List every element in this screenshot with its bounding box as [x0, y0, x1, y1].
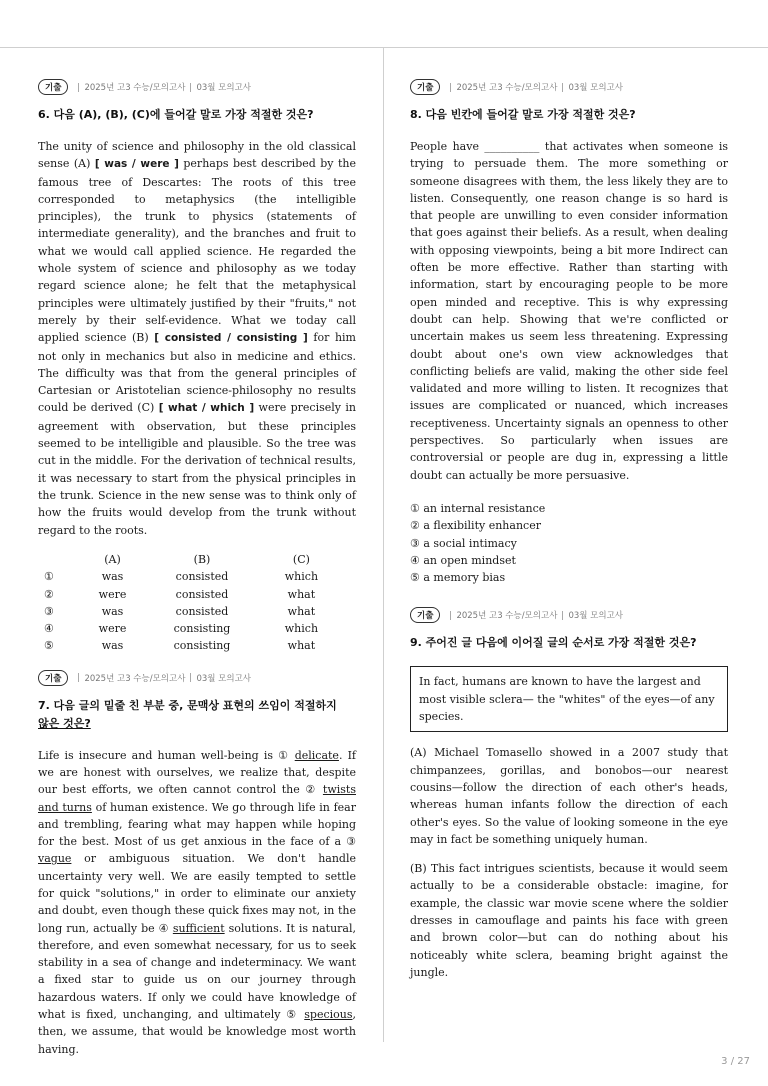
option-b: consisted — [175, 570, 229, 584]
passage-text: , then, we assume, that would be knowledge most worth having. — [38, 1008, 356, 1056]
passage-text: perhaps best described by the famous tree of Descartes: The roots of this tree corresponded to metaphysics (the intelligible principles), the trunk to physics (statements of intermediate generality), and the branches and fruit to what we would call applied science. He regarded the whole system of science and philosophy as we today regard science alone; he felt that the metaphysical principles were ultimately justified by their "fruits," not merely by their self-evidence. What we today call applied science (B) — [38, 157, 356, 345]
q7-title-line: 7. 다음 글의 밑줄 친 부분 중, 문맥상 표현의 쓰임이 적절하지 — [38, 698, 337, 712]
option-a: was — [101, 639, 124, 653]
option-a: were — [98, 587, 127, 601]
option-b: consisted — [175, 587, 229, 601]
q7-title-underlined: 않은 것은? — [38, 716, 91, 730]
passage-text: The unity of science and philosophy in the old classical sense (A) — [38, 140, 356, 171]
option-c: which — [284, 622, 319, 636]
source-month: 03월 모의고사 — [568, 83, 624, 93]
choice-item[interactable]: ② a flexibility enhancer — [410, 519, 541, 533]
answer-option-row[interactable] — [44, 585, 356, 602]
source-tag — [38, 78, 356, 96]
right-column — [410, 78, 728, 981]
passage-text: . If we are honest with ourselves, we realize that, despite our best efforts, we often cannot control the ② — [38, 748, 356, 797]
option-a: was — [101, 604, 124, 618]
underlined-1: delicate — [294, 748, 339, 762]
source-tag — [410, 78, 728, 96]
underlined-2: twists and turns — [38, 783, 356, 814]
source-exam: 2025년 고3 수능/모의고사 — [456, 83, 558, 93]
header-c: (C) — [292, 552, 310, 566]
q8-title: 8. 다음 빈칸에 들어갈 말로 가장 적절한 것은? — [410, 108, 636, 121]
source-exam: 2025년 고3 수능/모의고사 — [84, 673, 186, 684]
q9-paragraph-a: (A) Michael Tomasello showed in a 2007 study that chimpanzees, gorillas, and bonobos—our nearest cousins—follow the direction of each other's heads, whereas human infants follow the direction of each other's eyes. So the value of looking someone in the eye may in fact be something uniquely human. — [410, 746, 728, 846]
page-number: 3 / 27 — [721, 1056, 750, 1067]
passage-text: were precisely in agreement with observation, but these principles seemed to be intelligible and plausible. So the tree was cut in the middle. For the derivation of technical results, it was necessary to start from the physical principles in the trunk. Science in the new sense was to think only of how the fruits would develop from the trunk without regard to the roots. — [38, 401, 357, 537]
passage-text: or ambiguous situation. We don't handle uncertainty very well. We are easily tempted to settle for quick "solutions," in order to eliminate our anxiety and doubt, even though these quick fixes may not, in the long run, actually be ④ — [38, 852, 356, 935]
option-number: ⑤ — [44, 639, 54, 653]
source-exam: 2025년 고3 수능/모의고사 — [84, 83, 186, 93]
source-badge: 기출 — [410, 79, 440, 95]
source-month: 03월 모의고사 — [196, 673, 252, 684]
header-b: (B) — [193, 552, 211, 566]
source-month: 03월 모의고사 — [568, 611, 624, 622]
tag-separator — [78, 673, 79, 682]
underlined-5: specious — [304, 1008, 353, 1022]
option-a: were — [98, 622, 127, 636]
source-exam: 2025년 고3 수능/모의고사 — [456, 611, 558, 622]
passage-text: Life is insecure and human well-being is ① — [38, 748, 295, 762]
option-c: which — [284, 570, 319, 584]
blank-a: [ was / were ] — [94, 158, 179, 171]
option-number: ④ — [44, 622, 54, 636]
source-month: 03월 모의고사 — [196, 83, 252, 93]
q9-title: 9. 주어진 글 다음에 이어질 글의 순서로 가장 적절한 것은? — [410, 636, 697, 650]
source-badge: 기출 — [38, 670, 68, 686]
column-divider — [383, 48, 384, 1042]
source-badge: 기출 — [410, 607, 440, 623]
q6-passage — [38, 138, 356, 539]
answer-table-header — [44, 551, 356, 568]
choice-item[interactable]: ⑤ a memory bias — [410, 571, 506, 585]
tag-separator — [562, 611, 563, 620]
tag-separator — [190, 673, 191, 682]
answer-option-row[interactable] — [44, 603, 356, 620]
passage-text: solutions. It is natural, therefore, and even somewhat necessary, for us to seek stability in a sea of change and indeterminacy. We want a fixed star to guide us on our journey through hazardous waters. If only we could have knowledge of what is fixed, unchanging, and ultimately ⑤ — [38, 921, 356, 1022]
option-b: consisting — [173, 639, 231, 653]
underlined-4: sufficient — [172, 921, 225, 935]
answer-option-row[interactable] — [44, 620, 356, 637]
option-number: ② — [44, 587, 54, 601]
blank-c: [ what / which ] — [158, 402, 255, 415]
option-b: consisted — [175, 604, 229, 618]
tag-separator — [190, 83, 191, 92]
header-a: (A) — [104, 552, 121, 566]
q6-answer-table — [44, 551, 356, 655]
option-c: what — [287, 604, 316, 618]
source-badge: 기출 — [38, 79, 68, 95]
option-c: what — [287, 587, 316, 601]
tag-separator — [450, 83, 451, 92]
tag-separator — [450, 611, 451, 620]
q7-title — [38, 697, 356, 733]
q8-passage: People have __________ that activates when someone is trying to persuade them. The more something or someone disagrees with them, the less likely they are to listen. Consequently, one reason change is so hard is that people are unwilling to even consider information that goes against their beliefs. As a result, when dealing with opposing viewpoints, being a bit more Indirect can often be more effective. Rather than starting with information, start by encouraging people to be more open minded and receptive. This is why expressing doubt can help. Showing that we're conflicted or uncertain makes us seem less threatening. Expressing doubt about one's own view acknowledges that conflicting beliefs are valid, making the other side feel validated and more willing to listen. It recognizes that issues are complicated or nuanced, which increases receptiveness. Uncertainty signals an openness to other perspectives. So particularly when issues are controversial or people are dug in, expressing a little doubt can actually be more persuasive. — [410, 140, 728, 482]
q6-title: 6. 다음 (A), (B), (C)에 들어갈 말로 가장 적절한 것은? — [38, 108, 314, 121]
option-a: was — [101, 570, 124, 584]
q9-paragraph-b: (B) This fact intrigues scientists, because it would seem actually to be a considerable obstacle: imagine, for example, the classic war movie scene where the soldier dresses in camouflage and paints his face with green and brown color—but can do nothing about his noticeably white sclera, beaming bright against the jungle. — [410, 862, 728, 979]
blank-b: [ consisted / consisting ] — [154, 332, 308, 345]
source-tag — [410, 606, 728, 624]
choice-item[interactable]: ① an internal resistance — [410, 501, 546, 515]
answer-option-row[interactable] — [44, 568, 356, 585]
answer-option-row[interactable] — [44, 637, 356, 654]
option-b: consisting — [173, 622, 231, 636]
passage-text: of human existence. We go through life in fear and trembling, fearing what may happen while hoping for the best. Most of us get anxious in the face of a ③ — [38, 800, 356, 849]
tag-separator — [562, 83, 563, 92]
q8-choices — [410, 500, 728, 586]
underlined-3: vague — [38, 852, 72, 866]
choice-item[interactable]: ④ an open mindset — [410, 553, 516, 567]
option-c: what — [287, 639, 316, 653]
q9-given-text-box: In fact, humans are known to have the largest and most visible sclera— the "whites" of the eyes—of any species. — [410, 666, 728, 732]
left-column — [38, 78, 356, 1058]
source-tag — [38, 669, 356, 687]
header-rule — [0, 47, 768, 48]
option-number: ① — [44, 570, 54, 584]
q7-passage — [38, 747, 356, 1058]
option-number: ③ — [44, 604, 54, 618]
choice-item[interactable]: ③ a social intimacy — [410, 536, 517, 550]
passage-text: for him not only in mechanics but also in medicine and ethics. The difficulty was that from the general principles of Cartesian or Aristotelian science-philosophy no results could be derived (C) — [38, 331, 356, 415]
tag-separator — [78, 83, 79, 92]
